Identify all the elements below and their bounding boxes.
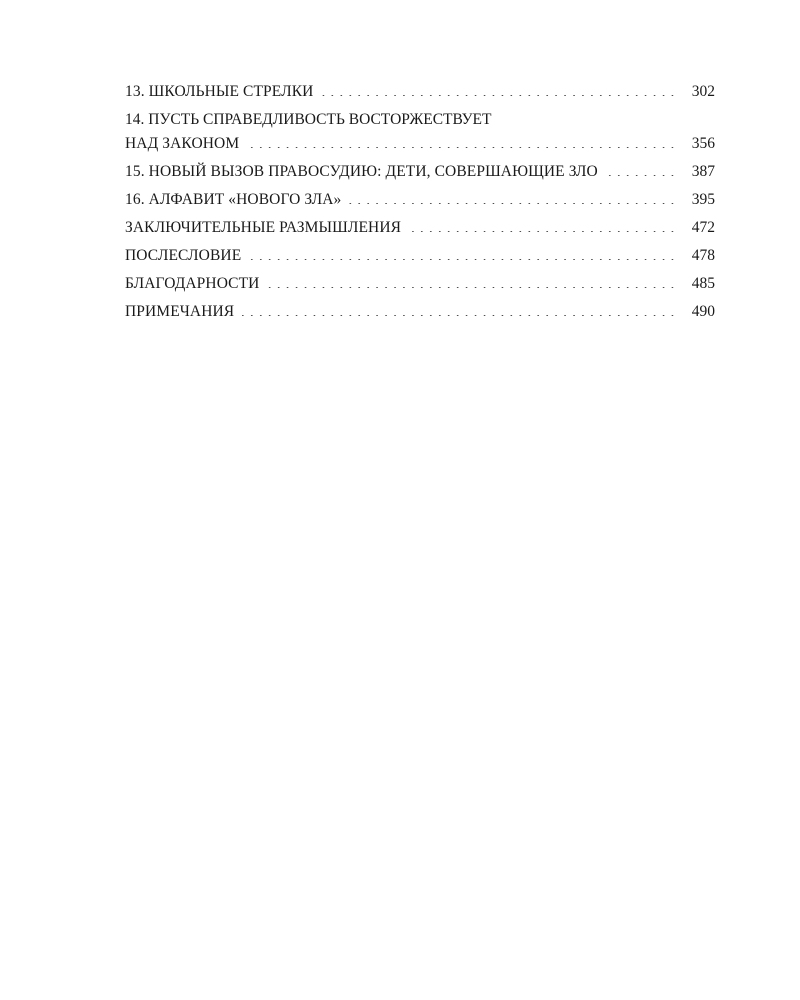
toc-entry-title: НАД ЗАКОНОМ — [125, 135, 240, 152]
dot-leader — [247, 133, 675, 149]
toc-entry-title: ПОСЛЕСЛОВИЕ — [125, 247, 242, 264]
dot-leader — [409, 217, 675, 233]
dot-leader — [267, 273, 675, 289]
toc-entry-chapter-14[interactable] — [125, 108, 715, 156]
toc-entry-page: 485 — [691, 275, 715, 292]
toc-entry-title: 15. НОВЫЙ ВЫЗОВ ПРАВОСУДИЮ: ДЕТИ, СОВЕРШАЮЩИЕ ЗЛО — [125, 163, 598, 180]
toc-entry-title: ЗАКЛЮЧИТЕЛЬНЫЕ РАЗМЫШЛЕНИЯ — [125, 219, 402, 236]
toc-entry-page: 395 — [691, 191, 715, 208]
toc-entry-title: ПРИМЕЧАНИЯ — [125, 303, 235, 320]
toc-entry-page: 302 — [691, 83, 715, 100]
toc-entry-title-line1: 14. ПУСТЬ СПРАВЕДЛИВОСТЬ ВОСТОРЖЕСТВУЕТ — [125, 111, 492, 128]
toc-entry-chapter-15[interactable] — [125, 160, 715, 184]
toc-entry-page: 490 — [691, 303, 715, 320]
dot-leader — [606, 161, 675, 177]
toc-entry-final-thoughts[interactable] — [125, 216, 715, 240]
toc-entry-acknowledgements[interactable] — [125, 272, 715, 296]
toc-entry-page: 472 — [691, 219, 715, 236]
table-of-contents — [125, 80, 715, 328]
toc-entry-page: 478 — [691, 247, 715, 264]
toc-entry-notes[interactable] — [125, 300, 715, 324]
dot-leader — [349, 189, 675, 205]
toc-entry-page: 387 — [691, 163, 715, 180]
dot-leader — [321, 81, 675, 97]
dot-leader — [242, 301, 675, 317]
toc-entry-title: 13. ШКОЛЬНЫЕ СТРЕЛКИ — [125, 83, 314, 100]
toc-entry-afterword[interactable] — [125, 244, 715, 268]
toc-entry-title: 16. АЛФАВИТ «НОВОГО ЗЛА» — [125, 191, 342, 208]
dot-leader — [249, 245, 675, 261]
toc-entry-title: БЛАГОДАРНОСТИ — [125, 275, 260, 292]
toc-entry-chapter-16[interactable] — [125, 188, 715, 212]
toc-entry-page: 356 — [691, 135, 715, 152]
toc-entry-chapter-13[interactable] — [125, 80, 715, 104]
